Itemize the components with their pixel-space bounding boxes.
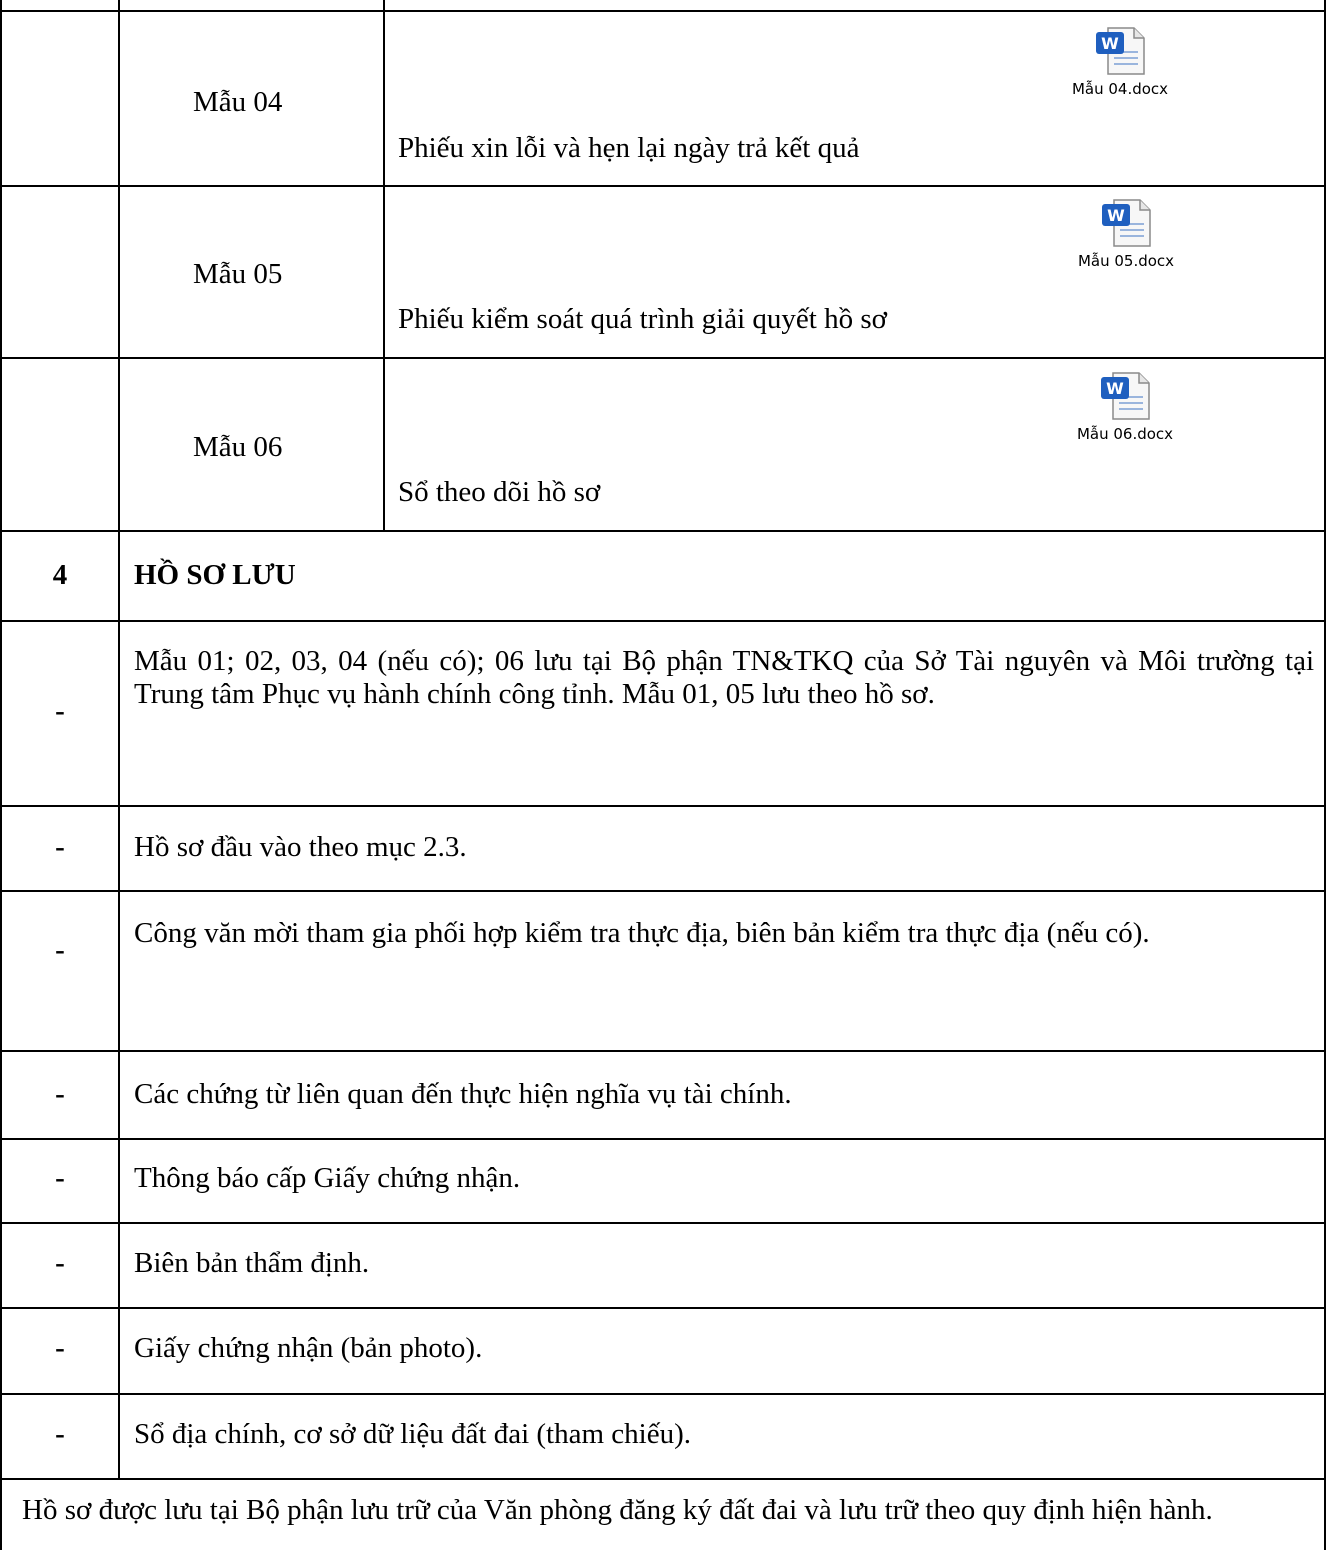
- row-line: [0, 620, 1326, 622]
- row-line: [0, 185, 1326, 187]
- section-number: 4: [52, 559, 68, 591]
- word-document-icon: [1092, 26, 1148, 76]
- record-text: Thông báo cấp Giấy chứng nhận.: [134, 1162, 521, 1194]
- record-text: Công văn mời tham gia phối hợp kiểm tra thực địa, biên bản kiểm tra thực địa (nếu có).: [134, 917, 1150, 949]
- attachment-filename: Mẫu 06.docx: [1076, 425, 1174, 443]
- row-line: [0, 1307, 1326, 1309]
- record-marker: -: [55, 1418, 65, 1450]
- border-left: [0, 0, 2, 1550]
- row-line: [0, 1138, 1326, 1140]
- record-marker: -: [55, 831, 65, 863]
- record-text: Giấy chứng nhận (bản photo).: [134, 1332, 483, 1364]
- record-marker: -: [55, 1247, 65, 1279]
- row-line: [0, 890, 1326, 892]
- record-text: Các chứng từ liên quan đến thực hiện nghĩa vụ tài chính.: [134, 1078, 792, 1110]
- record-marker: -: [55, 1162, 65, 1194]
- section-title: HỒ SƠ LƯU: [134, 559, 296, 591]
- attachment-file[interactable]: [1045, 26, 1195, 98]
- col-divider-2: [383, 0, 385, 530]
- record-text: Hồ sơ đầu vào theo mục 2.3.: [134, 831, 467, 863]
- record-marker: -: [55, 695, 65, 727]
- template-description: Phiếu xin lỗi và hẹn lại ngày trả kết quả: [398, 132, 860, 164]
- attachment-filename: Mẫu 05.docx: [1077, 252, 1175, 270]
- template-code: Mẫu 06: [193, 431, 283, 463]
- svg-text:W: W: [1107, 206, 1125, 225]
- row-line: [0, 1393, 1326, 1395]
- template-description: Sổ theo dõi hồ sơ: [398, 476, 601, 508]
- svg-text:W: W: [1106, 379, 1124, 398]
- record-text: Sổ địa chính, cơ sở dữ liệu đất đai (tham chiếu).: [134, 1418, 691, 1450]
- record-marker: -: [55, 934, 65, 966]
- row-line: [0, 1222, 1326, 1224]
- row-line: [0, 357, 1326, 359]
- row-line: [0, 805, 1326, 807]
- row-line: [0, 1050, 1326, 1052]
- svg-text:W: W: [1101, 34, 1119, 53]
- record-text: Mẫu 01; 02, 03, 04 (nếu có); 06 lưu tại Bộ phận TN&TKQ của Sở Tài nguyên và Môi trường tại Trung tâm Phục vụ hành chính công tỉnh. Mẫu 01, 05 lưu theo hồ sơ.: [134, 645, 1314, 710]
- attachment-file[interactable]: [1050, 371, 1200, 443]
- attachment-filename: Mẫu 04.docx: [1071, 80, 1169, 98]
- word-document-icon: [1097, 371, 1153, 421]
- row-line: [0, 10, 1326, 12]
- footer-note: Hồ sơ được lưu tại Bộ phận lưu trữ của Văn phòng đăng ký đất đai và lưu trữ theo quy định hiện hành.: [22, 1494, 1213, 1526]
- word-document-icon: [1098, 198, 1154, 248]
- row-line: [0, 1478, 1326, 1480]
- record-text: Biên bản thẩm định.: [134, 1247, 370, 1279]
- row-line: [0, 530, 1326, 532]
- record-marker: -: [55, 1332, 65, 1364]
- template-code: Mẫu 05: [193, 258, 283, 290]
- record-marker: -: [55, 1078, 65, 1110]
- template-description: Phiếu kiểm soát quá trình giải quyết hồ sơ: [398, 303, 887, 335]
- template-code: Mẫu 04: [193, 86, 283, 118]
- attachment-file[interactable]: [1051, 198, 1201, 270]
